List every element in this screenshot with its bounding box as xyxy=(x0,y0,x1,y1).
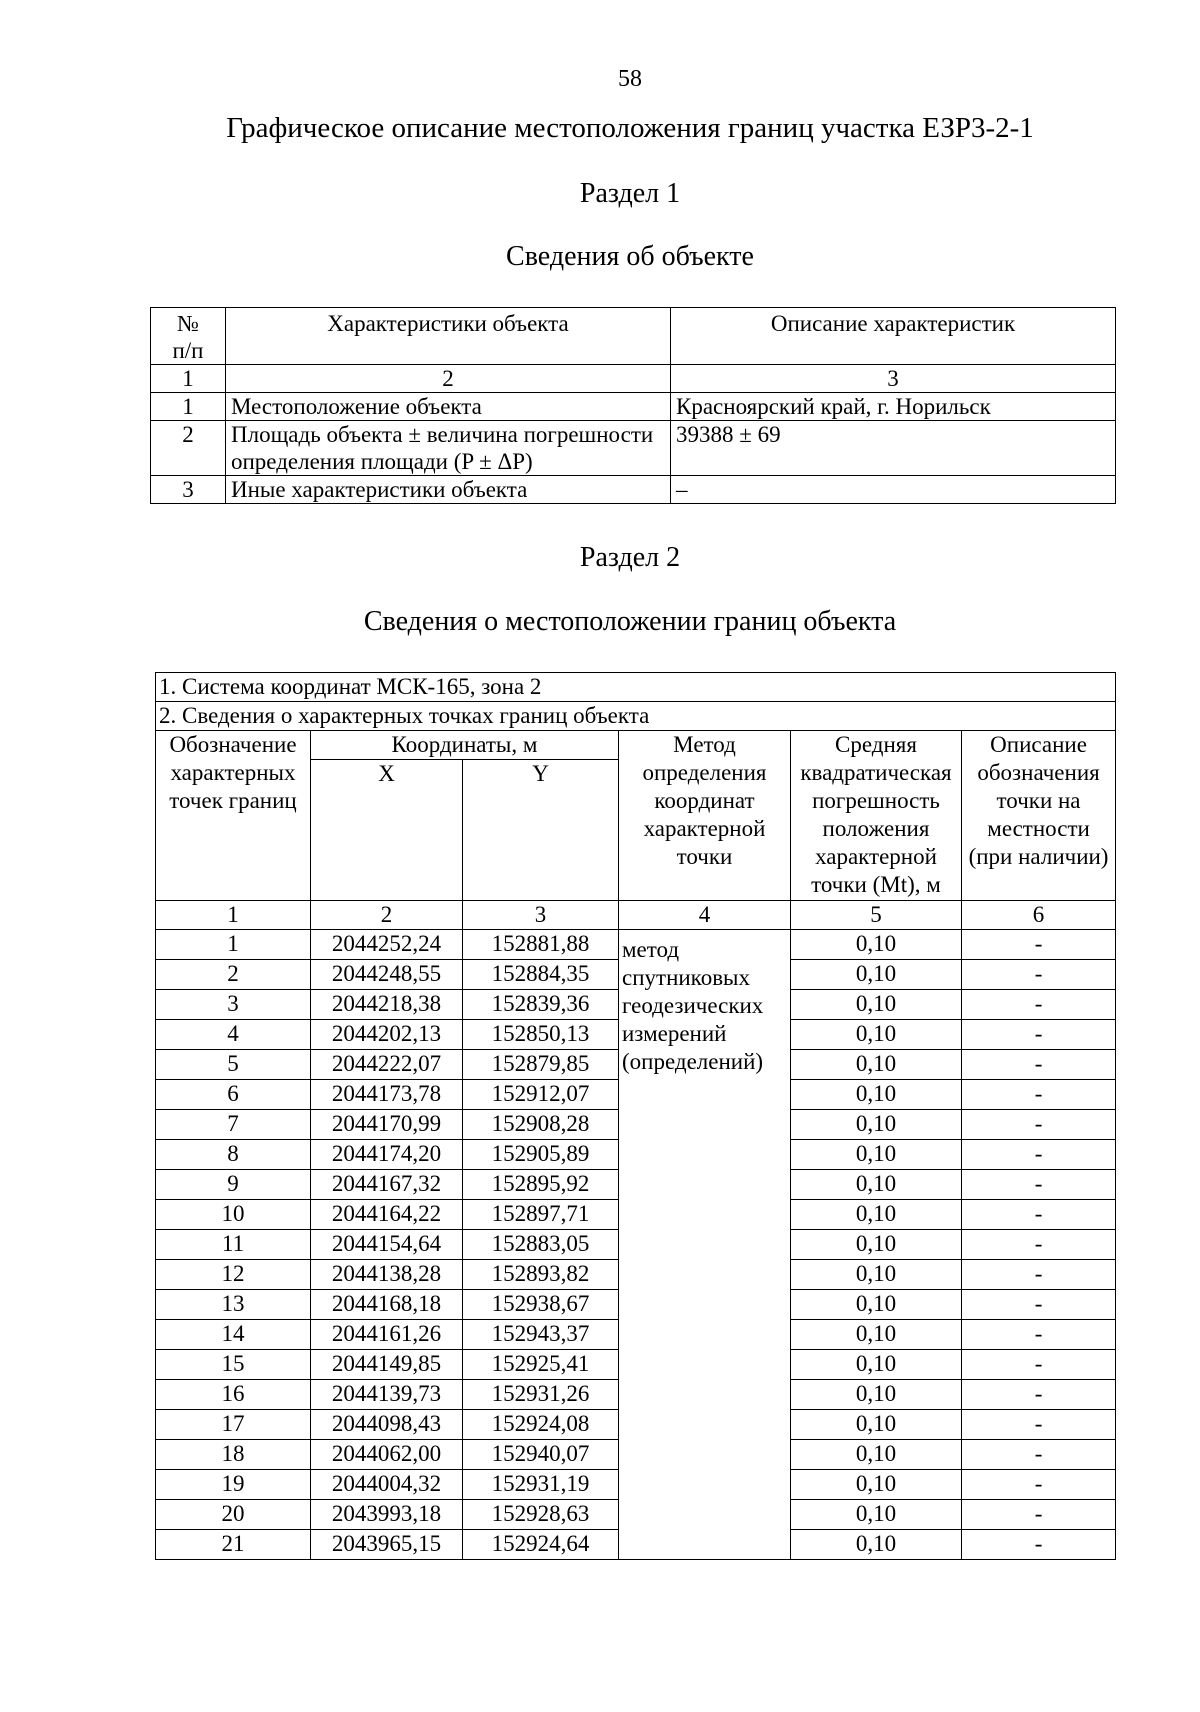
point-description: - xyxy=(962,1470,1116,1500)
coord-y: 152940,07 xyxy=(463,1440,619,1470)
object-info-table xyxy=(150,307,1116,504)
row-num: 2 xyxy=(151,421,226,476)
accuracy-mt: 0,10 xyxy=(791,1500,962,1530)
point-description: - xyxy=(962,1050,1116,1080)
row-description: – xyxy=(671,476,1116,504)
coord-y: 152908,28 xyxy=(463,1110,619,1140)
accuracy-mt: 0,10 xyxy=(791,1290,962,1320)
coord-y: 152883,05 xyxy=(463,1230,619,1260)
point-number: 19 xyxy=(156,1470,311,1500)
point-description: - xyxy=(962,1500,1116,1530)
coord-y: 152924,64 xyxy=(463,1530,619,1560)
table-header-row xyxy=(151,308,1116,365)
point-number: 9 xyxy=(156,1170,311,1200)
accuracy-mt: 0,10 xyxy=(791,1170,962,1200)
coord-x: 2044004,32 xyxy=(311,1470,463,1500)
coord-x: 2044168,18 xyxy=(311,1290,463,1320)
header-coords: Координаты, м xyxy=(311,731,619,760)
boundary-points-table xyxy=(155,672,1116,1560)
point-number: 5 xyxy=(156,1050,311,1080)
document-title: Графическое описание местоположения границ участка ЕЗР3-2-1 xyxy=(226,112,1034,144)
section1-subtitle: Сведения об объекте xyxy=(506,241,754,272)
coord-y: 152938,67 xyxy=(463,1290,619,1320)
accuracy-mt: 0,10 xyxy=(791,1050,962,1080)
table-row xyxy=(151,476,1116,504)
coord-y: 152895,92 xyxy=(463,1170,619,1200)
accuracy-mt: 0,10 xyxy=(791,1410,962,1440)
coord-x: 2044098,43 xyxy=(311,1410,463,1440)
header-num-line2: п/п xyxy=(172,338,204,363)
coord-x: 2043965,15 xyxy=(311,1530,463,1560)
point-number: 17 xyxy=(156,1410,311,1440)
accuracy-mt: 0,10 xyxy=(791,1350,962,1380)
point-number: 7 xyxy=(156,1110,311,1140)
coord-x: 2044222,07 xyxy=(311,1050,463,1080)
row-num: 1 xyxy=(151,393,226,421)
point-description: - xyxy=(962,1140,1116,1170)
accuracy-mt: 0,10 xyxy=(791,930,962,960)
accuracy-mt: 0,10 xyxy=(791,1320,962,1350)
point-number: 20 xyxy=(156,1500,311,1530)
point-number: 1 xyxy=(156,930,311,960)
point-description: - xyxy=(962,960,1116,990)
col-number: 2 xyxy=(226,365,671,393)
points-heading-row xyxy=(156,702,1116,731)
accuracy-mt: 0,10 xyxy=(791,1260,962,1290)
point-number: 11 xyxy=(156,1230,311,1260)
coord-x: 2044164,22 xyxy=(311,1200,463,1230)
section2-title: Раздел 2 xyxy=(579,542,681,573)
col-number: 5 xyxy=(791,901,962,930)
coord-y: 152905,89 xyxy=(463,1140,619,1170)
accuracy-mt: 0,10 xyxy=(791,1380,962,1410)
coord-y: 152931,26 xyxy=(463,1380,619,1410)
accuracy-mt: 0,10 xyxy=(791,1230,962,1260)
coord-x: 2044149,85 xyxy=(311,1350,463,1380)
point-number: 8 xyxy=(156,1140,311,1170)
column-number-row xyxy=(156,901,1116,930)
table-header-row xyxy=(156,731,1116,760)
point-number: 18 xyxy=(156,1440,311,1470)
coord-system-row xyxy=(156,673,1116,702)
coord-y: 152839,36 xyxy=(463,990,619,1020)
coord-x: 2044248,55 xyxy=(311,960,463,990)
row-characteristic: Местоположение объекта xyxy=(226,393,671,421)
point-description: - xyxy=(962,1110,1116,1140)
point-description: - xyxy=(962,930,1116,960)
coord-y: 152897,71 xyxy=(463,1200,619,1230)
point-description: - xyxy=(962,1020,1116,1050)
point-number: 13 xyxy=(156,1290,311,1320)
coord-y: 152881,88 xyxy=(463,930,619,960)
coord-x: 2044139,73 xyxy=(311,1380,463,1410)
point-description: - xyxy=(962,1170,1116,1200)
coord-x: 2044174,20 xyxy=(311,1140,463,1170)
accuracy-mt: 0,10 xyxy=(791,1080,962,1110)
row-description: Красноярский край, г. Норильск xyxy=(671,393,1116,421)
point-description: - xyxy=(962,1080,1116,1110)
page-number: 58 xyxy=(618,66,642,92)
point-description: - xyxy=(962,1260,1116,1290)
coord-y: 152931,19 xyxy=(463,1470,619,1500)
header-method: Метод определения координат характерной точки xyxy=(619,731,791,901)
accuracy-mt: 0,10 xyxy=(791,960,962,990)
header-accuracy: Средняя квадратическая погрешность положения характерной точки (Mt), м xyxy=(791,731,962,901)
row-num: 3 xyxy=(151,476,226,504)
header-point: Обозначение характерных точек границ xyxy=(156,731,311,901)
accuracy-mt: 0,10 xyxy=(791,990,962,1020)
header-num-line1: № xyxy=(177,311,199,336)
point-description: - xyxy=(962,1410,1116,1440)
coord-y: 152879,85 xyxy=(463,1050,619,1080)
col-number: 1 xyxy=(151,365,226,393)
coord-x: 2044202,13 xyxy=(311,1020,463,1050)
accuracy-mt: 0,10 xyxy=(791,1140,962,1170)
point-description: - xyxy=(962,1290,1116,1320)
col-number: 4 xyxy=(619,901,791,930)
header-description: Описание обозначения точки на местности (при наличии) xyxy=(962,731,1116,901)
section1-title: Раздел 1 xyxy=(579,178,681,209)
section2-subtitle: Сведения о местоположении границ объекта xyxy=(363,606,897,637)
col-number: 2 xyxy=(311,901,463,930)
coord-y: 152884,35 xyxy=(463,960,619,990)
coord-y: 152912,07 xyxy=(463,1080,619,1110)
point-description: - xyxy=(962,1380,1116,1410)
header-characteristics: Характеристики объекта xyxy=(226,308,671,365)
header-x: X xyxy=(311,760,463,901)
col-number: 1 xyxy=(156,901,311,930)
coord-y: 152925,41 xyxy=(463,1350,619,1380)
point-description: - xyxy=(962,1200,1116,1230)
point-description: - xyxy=(962,990,1116,1020)
col-number: 3 xyxy=(671,365,1116,393)
point-description: - xyxy=(962,1440,1116,1470)
coord-x: 2043993,18 xyxy=(311,1500,463,1530)
point-number: 2 xyxy=(156,960,311,990)
point-number: 3 xyxy=(156,990,311,1020)
coord-x: 2044218,38 xyxy=(311,990,463,1020)
point-description: - xyxy=(962,1530,1116,1560)
row-characteristic: Иные характеристики объекта xyxy=(226,476,671,504)
point-number: 21 xyxy=(156,1530,311,1560)
coord-x: 2044252,24 xyxy=(311,930,463,960)
accuracy-mt: 0,10 xyxy=(791,1020,962,1050)
table-row xyxy=(156,930,1116,960)
point-number: 12 xyxy=(156,1260,311,1290)
coord-y: 152850,13 xyxy=(463,1020,619,1050)
accuracy-mt: 0,10 xyxy=(791,1200,962,1230)
point-description: - xyxy=(962,1230,1116,1260)
row-characteristic: Площадь объекта ± величина погрешности определения площади (P ± ΔP) xyxy=(226,421,671,476)
header-y: Y xyxy=(463,760,619,901)
row-description: 39388 ± 69 xyxy=(671,421,1116,476)
accuracy-mt: 0,10 xyxy=(791,1440,962,1470)
coord-x: 2044167,32 xyxy=(311,1170,463,1200)
point-number: 14 xyxy=(156,1320,311,1350)
header-description: Описание характеристик xyxy=(671,308,1116,365)
point-number: 16 xyxy=(156,1380,311,1410)
table-row xyxy=(151,393,1116,421)
coord-y: 152928,63 xyxy=(463,1500,619,1530)
header-num xyxy=(151,308,226,365)
coord-y: 152893,82 xyxy=(463,1260,619,1290)
accuracy-mt: 0,10 xyxy=(791,1110,962,1140)
point-description: - xyxy=(962,1320,1116,1350)
point-number: 15 xyxy=(156,1350,311,1380)
coord-y: 152924,08 xyxy=(463,1410,619,1440)
column-number-row xyxy=(151,365,1116,393)
coord-y: 152943,37 xyxy=(463,1320,619,1350)
point-number: 10 xyxy=(156,1200,311,1230)
coord-x: 2044138,28 xyxy=(311,1260,463,1290)
table-row xyxy=(151,421,1116,476)
point-number: 4 xyxy=(156,1020,311,1050)
point-description: - xyxy=(962,1350,1116,1380)
coord-x: 2044161,26 xyxy=(311,1320,463,1350)
col-number: 3 xyxy=(463,901,619,930)
accuracy-mt: 0,10 xyxy=(791,1530,962,1560)
col-number: 6 xyxy=(962,901,1116,930)
coord-x: 2044154,64 xyxy=(311,1230,463,1260)
points-heading: 2. Сведения о характерных точках границ объекта xyxy=(156,702,1116,731)
coord-system: 1. Система координат МСК-165, зона 2 xyxy=(156,673,1116,702)
method-cell: метод спутниковых геодезических измерений (определений) xyxy=(619,930,791,1560)
point-number: 6 xyxy=(156,1080,311,1110)
coord-x: 2044173,78 xyxy=(311,1080,463,1110)
coord-x: 2044062,00 xyxy=(311,1440,463,1470)
accuracy-mt: 0,10 xyxy=(791,1470,962,1500)
coord-x: 2044170,99 xyxy=(311,1110,463,1140)
